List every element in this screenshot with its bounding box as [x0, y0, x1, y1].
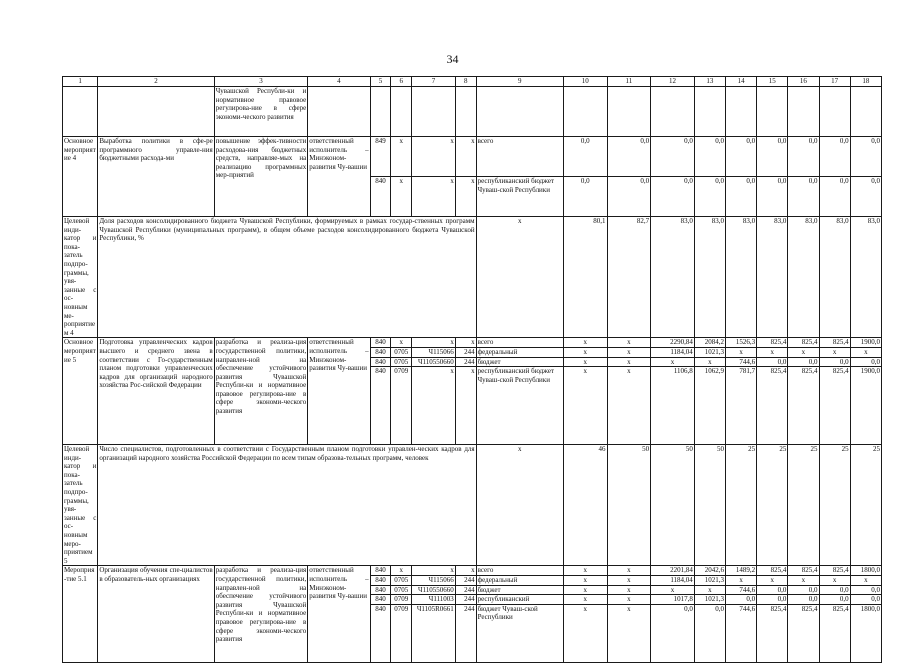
table-cell: 825,4 — [757, 566, 788, 576]
table-cell: x — [476, 217, 563, 338]
table-cell — [563, 87, 607, 137]
table-cell: x — [391, 137, 412, 177]
table-cell: 744,6 — [725, 604, 756, 662]
table-cell: 840 — [370, 177, 391, 217]
table-cell: 825,4 — [788, 367, 819, 445]
table-cell — [725, 87, 756, 137]
table-cell: 0,0 — [819, 177, 850, 217]
table-cell: Подготовка управленческих кадров высшего и среднего звена в соответствии с Го-сударственным планом подготовки управленческих кадров для организаций народного хозяйства Рос-сийской Федерации — [98, 338, 214, 445]
column-number: 15 — [757, 77, 788, 87]
table-cell: 25 — [819, 445, 850, 566]
table-cell: x — [563, 576, 607, 586]
table-cell: 0,0 — [694, 604, 725, 662]
table-cell: Чувашской Республи-ки и нормативное правовое регулирова-ние в сфере экономи-ческого развития — [214, 87, 308, 137]
table-cell — [98, 87, 214, 137]
table-cell: Ч115066 — [412, 347, 456, 357]
table-cell: 744,6 — [725, 357, 756, 367]
table-cell: x — [694, 357, 725, 367]
table-cell: x — [607, 595, 651, 605]
table-cell — [412, 87, 456, 137]
table-cell: Выработка политики в сфе-ре программного управле-ния бюджетными расхода-ми — [98, 137, 214, 217]
table-cell — [788, 87, 819, 137]
table-cell: 0,0 — [607, 137, 651, 177]
table-cell: 840 — [370, 566, 391, 576]
table-cell: 840 — [370, 338, 391, 348]
table-cell: 0,0 — [819, 357, 850, 367]
table-cell: 83,0 — [819, 217, 850, 338]
table-cell: 1800,0 — [850, 604, 881, 662]
table-cell: x — [563, 357, 607, 367]
table-row — [63, 87, 882, 137]
table-cell: 840 — [370, 367, 391, 445]
table-cell — [819, 87, 850, 137]
table-cell: 840 — [370, 576, 391, 586]
table-cell: x — [391, 177, 412, 217]
table-cell: 849 — [370, 137, 391, 177]
table-cell: Целевой инди-катор и пока-затель подпро-граммы, увя-занные с ос-новным меро-приятием 5 — [64, 445, 97, 565]
table-cell: 0,0 — [850, 177, 881, 217]
table-cell: 25 — [725, 445, 756, 566]
table-cell: 1184,04 — [651, 576, 695, 586]
table-cell: Ч110550660 — [412, 357, 456, 367]
table-cell: x — [694, 585, 725, 595]
table-cell: 825,4 — [819, 367, 850, 445]
column-number: 6 — [391, 77, 412, 87]
table-cell: x — [412, 367, 456, 445]
table-cell: 83,0 — [651, 217, 695, 338]
table-cell: x — [412, 338, 456, 348]
table-cell: x — [412, 137, 456, 177]
page-number: 34 — [446, 52, 459, 66]
table-cell: ответственный исполнитель – Минэконом-развития Чу-вашии — [308, 338, 370, 445]
table-cell — [694, 87, 725, 137]
table-cell: 1017,8 — [651, 595, 695, 605]
column-number: 16 — [788, 77, 819, 87]
table-cell: 0,0 — [694, 137, 725, 177]
table-cell: x — [607, 566, 651, 576]
table-cell: 840 — [370, 604, 391, 662]
table-cell: 0,0 — [757, 137, 788, 177]
table-cell: 83,0 — [788, 217, 819, 338]
table-cell: бюджет — [476, 357, 563, 367]
table-cell: x — [725, 347, 756, 357]
table-cell: Число специалистов, подготовленных в соответствии с Государственным планом подготовки управлен-ческих кадров для организаций народного хозяйства Российской Федерации по всем типам образова-тельных программ, человек — [98, 445, 476, 566]
table-cell: Основное мероприятие 4 — [63, 137, 98, 217]
table-cell: x — [563, 604, 607, 662]
table-cell: 0,0 — [725, 177, 756, 217]
column-number: 13 — [694, 77, 725, 87]
table-cell: повышение эффек-тивности расходова-ния бюджетных средств, направляе-мых на реализацию программных мер-приятий — [214, 137, 308, 217]
table-cell: 83,0 — [725, 217, 756, 338]
table-cell: x — [563, 595, 607, 605]
table-cell: всего — [476, 338, 563, 348]
table-cell: x — [412, 566, 456, 576]
table-cell: x — [455, 137, 476, 177]
column-number: 1 — [63, 77, 98, 87]
table-cell: x — [455, 367, 476, 445]
table-cell — [757, 87, 788, 137]
table-cell: 25 — [757, 445, 788, 566]
table-cell: 50 — [651, 445, 695, 566]
table-cell — [308, 87, 370, 137]
table-cell: Ч110550660 — [412, 585, 456, 595]
table-cell: 825,4 — [757, 338, 788, 348]
program-table — [62, 76, 882, 663]
table-cell: 1800,0 — [850, 566, 881, 576]
table-cell: 825,4 — [757, 367, 788, 445]
table-cell: 244 — [455, 595, 476, 605]
table-cell: 0705 — [391, 347, 412, 357]
table-cell: 840 — [370, 595, 391, 605]
table-cell: разработка и реализа-ция государственной политики, направлен-ной на обеспечение устойчивого развития Чувашской Республи-ки и нормативное правовое регулирова-ние в сфере экономи-ческого развития — [214, 566, 308, 662]
table-cell: x — [607, 576, 651, 586]
table-cell: x — [651, 357, 695, 367]
table-cell: x — [757, 576, 788, 586]
table-cell: 244 — [455, 585, 476, 595]
table-cell: 83,0 — [757, 217, 788, 338]
table-cell: Ч115066 — [412, 576, 456, 586]
column-number: 11 — [607, 77, 651, 87]
table-row — [63, 338, 882, 348]
table-cell: 0705 — [391, 585, 412, 595]
table-cell — [391, 87, 412, 137]
table-cell: 0,0 — [788, 137, 819, 177]
column-number: 18 — [850, 77, 881, 87]
table-cell — [850, 87, 881, 137]
table-row — [63, 566, 882, 576]
table-row — [63, 217, 882, 338]
table-cell: 82,7 — [607, 217, 651, 338]
table-cell: 0705 — [391, 357, 412, 367]
table-cell: 1526,3 — [725, 338, 756, 348]
column-number: 17 — [819, 77, 850, 87]
table-cell: x — [391, 566, 412, 576]
table-cell: ответственный исполнитель – Минэконом-развития Чу-вашии — [308, 137, 370, 217]
table-cell: 781,7 — [725, 367, 756, 445]
table-cell: 0,0 — [819, 137, 850, 177]
table-cell: 0,0 — [651, 177, 695, 217]
table-cell: федеральный — [476, 576, 563, 586]
table-cell: 25 — [788, 445, 819, 566]
table-cell: 840 — [370, 585, 391, 595]
table-cell: 0,0 — [725, 137, 756, 177]
table-cell: 0,0 — [563, 177, 607, 217]
table-cell: x — [607, 357, 651, 367]
table-cell: 825,4 — [788, 604, 819, 662]
table-cell: 2201,84 — [651, 566, 695, 576]
table-cell: 825,4 — [788, 338, 819, 348]
table-cell: x — [819, 576, 850, 586]
table-cell: 80,1 — [563, 217, 607, 338]
table-cell — [63, 87, 98, 137]
table-cell: x — [788, 576, 819, 586]
table-cell: 1062,9 — [694, 367, 725, 445]
table-cell: x — [563, 347, 607, 357]
table-cell: 0,0 — [563, 137, 607, 177]
table-cell: 244 — [455, 604, 476, 662]
table-cell — [455, 87, 476, 137]
table-cell: всего — [476, 137, 563, 177]
table-cell: 840 — [370, 357, 391, 367]
table-cell: 0,0 — [651, 604, 695, 662]
table-cell: федеральный — [476, 347, 563, 357]
table-cell: 0709 — [391, 604, 412, 662]
table-cell: x — [455, 177, 476, 217]
table-cell: 0,0 — [850, 595, 881, 605]
table-cell: x — [455, 338, 476, 348]
column-number: 4 — [308, 77, 370, 87]
column-number: 7 — [412, 77, 456, 87]
table-cell: x — [651, 585, 695, 595]
table-cell: 0,0 — [819, 595, 850, 605]
table-cell: республиканский бюджет Чуваш-ской Республики — [476, 177, 563, 217]
table-cell: x — [563, 566, 607, 576]
column-number: 2 — [98, 77, 214, 87]
table-cell: разработка и реализа-ция государственной политики, направлен-ной на обеспечение устойчивого развития Чувашской Республи-ки и нормативное правовое регулирова-ние в сфере экономи-ческого развития — [214, 338, 308, 445]
table-cell: 0,0 — [850, 585, 881, 595]
table-cell: 0,0 — [694, 177, 725, 217]
table-cell — [370, 87, 391, 137]
table-cell — [651, 87, 695, 137]
table-cell: 0,0 — [788, 177, 819, 217]
table-cell: x — [563, 367, 607, 445]
column-number: 14 — [725, 77, 756, 87]
column-number: 8 — [455, 77, 476, 87]
table-cell: 2290,84 — [651, 338, 695, 348]
table-cell: Ч111003 — [412, 595, 456, 605]
table-cell: 840 — [370, 347, 391, 357]
table-cell: 825,4 — [819, 338, 850, 348]
column-number: 3 — [214, 77, 308, 87]
table-cell: x — [725, 576, 756, 586]
table-cell: 0,0 — [757, 585, 788, 595]
table-cell: 0709 — [391, 367, 412, 445]
table-cell: 825,4 — [819, 566, 850, 576]
table-cell: 0,0 — [651, 137, 695, 177]
table-cell: 0,0 — [850, 357, 881, 367]
table-cell: 825,4 — [819, 604, 850, 662]
table-cell: x — [788, 347, 819, 357]
table-cell: x — [607, 604, 651, 662]
table-cell: республиканский бюджет Чуваш-ской Республики — [476, 367, 563, 445]
table-cell: x — [819, 347, 850, 357]
table-cell — [607, 87, 651, 137]
table-cell: x — [563, 585, 607, 595]
table-cell: x — [563, 338, 607, 348]
table-cell: 1106,8 — [651, 367, 695, 445]
table-cell: 244 — [455, 576, 476, 586]
table-cell: x — [391, 338, 412, 348]
table-cell: 0,0 — [819, 585, 850, 595]
table-cell: 0709 — [391, 595, 412, 605]
table-cell: 1184,04 — [651, 347, 695, 357]
column-number: 9 — [476, 77, 563, 87]
table-cell: 0,0 — [757, 357, 788, 367]
table-cell: 825,4 — [757, 604, 788, 662]
table-cell: x — [850, 347, 881, 357]
table-cell: 50 — [694, 445, 725, 566]
table-cell: 1021,3 — [694, 576, 725, 586]
table-cell: 244 — [455, 357, 476, 367]
table-cell: 1900,0 — [850, 367, 881, 445]
table-cell: 1489,2 — [725, 566, 756, 576]
table-cell: 1900,0 — [850, 338, 881, 348]
column-number: 10 — [563, 77, 607, 87]
table-cell: 0,0 — [757, 177, 788, 217]
table-cell: 825,4 — [788, 566, 819, 576]
table-cell: 0705 — [391, 576, 412, 586]
table-cell: x — [607, 347, 651, 357]
table-cell: бюджет — [476, 585, 563, 595]
table-cell: 25 — [850, 445, 881, 566]
table-cell: x — [757, 347, 788, 357]
table-cell: x — [412, 177, 456, 217]
table-cell: бюджет Чуваш-ской Республики — [476, 604, 563, 662]
table-cell: 0,0 — [725, 595, 756, 605]
table-cell: 1021,3 — [694, 347, 725, 357]
table-cell: 0,0 — [788, 595, 819, 605]
table-cell: 50 — [607, 445, 651, 566]
table-cell: Доля расходов консолидированного бюджета Чувашской Республики, формируемых в рамках государ-ственных программ Чувашской Республики (муниципальных программ), в общем объеме расходов консолидированного бюджета Чувашской Республики, % — [98, 217, 476, 338]
table-cell — [476, 87, 563, 137]
table-cell: Целевой инди-катор и пока-затель подпро-граммы, увя-занные с ос-новным ме-роприятием 4 — [64, 217, 97, 337]
table-cell: Ч1105R0661 — [412, 604, 456, 662]
table-cell: x — [607, 585, 651, 595]
table-cell: 83,0 — [694, 217, 725, 338]
table-cell: 46 — [563, 445, 607, 566]
table-cell: 0,0 — [607, 177, 651, 217]
table-cell: 2084,2 — [694, 338, 725, 348]
table-cell: 83,0 — [850, 217, 881, 338]
table-cell: ответственный исполнитель – Минэконом-развития Чу-вашии — [308, 566, 370, 662]
table-cell: всего — [476, 566, 563, 576]
table-cell: 244 — [455, 347, 476, 357]
column-number: 5 — [370, 77, 391, 87]
table-row — [63, 445, 882, 566]
table-cell: Организация обучения спе-циалистов в образователь-ных организациях — [98, 566, 214, 662]
table-cell: 0,0 — [788, 357, 819, 367]
table-cell: республиканский — [476, 595, 563, 605]
table-cell: x — [607, 338, 651, 348]
table-cell: x — [455, 566, 476, 576]
table-cell: 2042,6 — [694, 566, 725, 576]
table-cell: 744,6 — [725, 585, 756, 595]
column-number: 12 — [651, 77, 695, 87]
table-cell: x — [476, 445, 563, 566]
table-cell: 1021,3 — [694, 595, 725, 605]
table-cell: Основное мероприятие 5 — [63, 338, 98, 445]
table-cell: 0,0 — [788, 585, 819, 595]
table-cell: Мероприя-тие 5.1 — [63, 566, 98, 662]
table-cell: x — [850, 576, 881, 586]
header-row — [63, 77, 882, 87]
table-cell: 0,0 — [757, 595, 788, 605]
table-cell: x — [607, 367, 651, 445]
table-cell: 0,0 — [850, 137, 881, 177]
table-row — [63, 137, 882, 177]
